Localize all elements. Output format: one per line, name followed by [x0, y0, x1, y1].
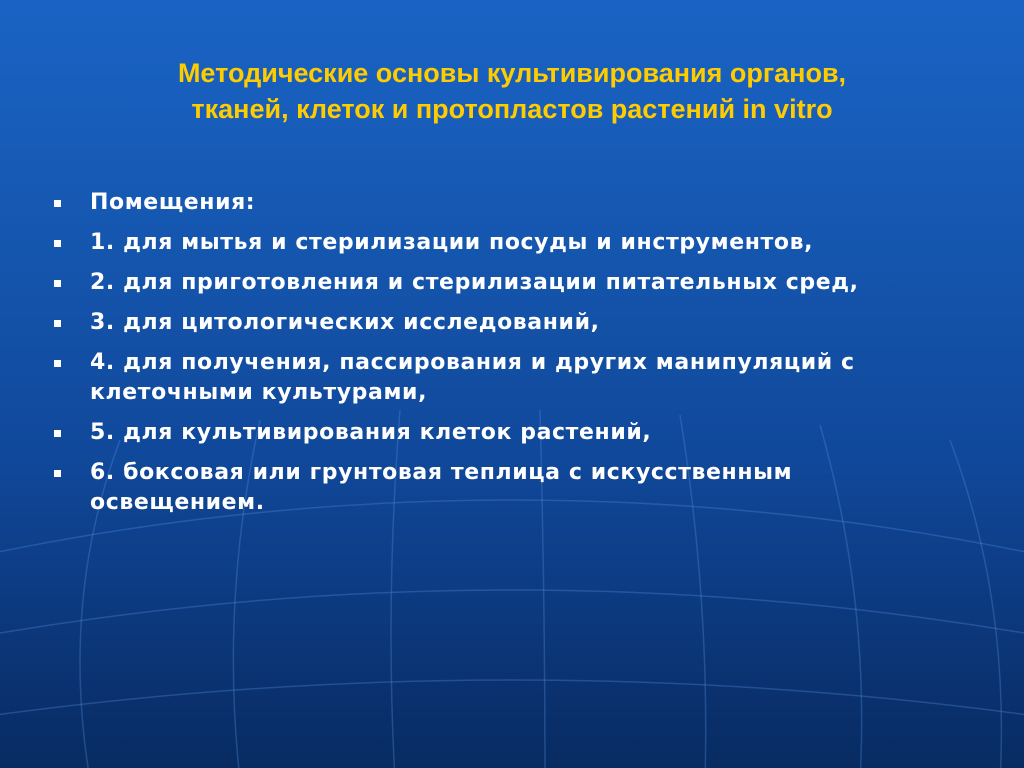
bullet-text: 1. для мытья и стерилизации посуды и инструментов,: [90, 230, 814, 255]
bullet-item-2: [40, 268, 960, 298]
bullet-item-4: [40, 348, 960, 408]
slide-title-line-1: Методические основы культивирования органов,: [177, 58, 847, 88]
bullet-text: 5. для культивирования клеток растений,: [90, 420, 652, 445]
bullet-item-5: [40, 418, 960, 448]
bullet-text: Помещения:: [90, 190, 256, 215]
bullet-list: [40, 188, 960, 528]
bullet-item-6: [40, 458, 960, 518]
bullet-text: 6. боксовая или грунтовая теплица с искусственным освещением.: [90, 460, 793, 515]
bullet-item-3: [40, 308, 960, 338]
slide-title: [40, 55, 984, 127]
bullet-text: 2. для приготовления и стерилизации питательных сред,: [90, 270, 859, 295]
square-bullet-icon: [54, 320, 61, 327]
square-bullet-icon: [54, 360, 61, 367]
square-bullet-icon: [54, 430, 61, 437]
square-bullet-icon: [54, 240, 61, 247]
bullet-text: 4. для получения, пассирования и других манипуляций с клеточными культурами,: [90, 350, 855, 405]
square-bullet-icon: [54, 200, 61, 207]
slide-title-line-2: тканей, клеток и протопластов растений in vitro: [191, 94, 833, 124]
bullet-text: 3. для цитологических исследований,: [90, 310, 600, 335]
bullet-item-1: [40, 228, 960, 258]
square-bullet-icon: [54, 470, 61, 477]
square-bullet-icon: [54, 280, 61, 287]
bullet-item-rooms: [40, 188, 960, 218]
